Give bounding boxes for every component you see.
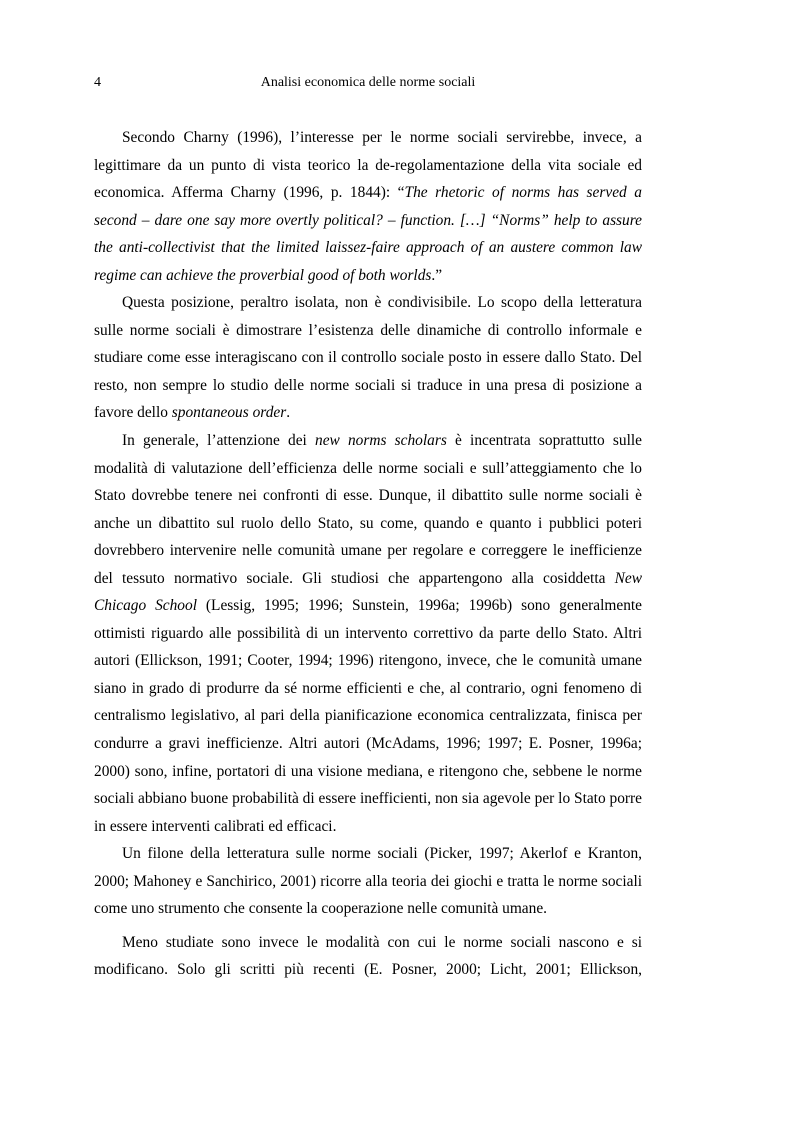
text-segment: In generale, l’attenzione dei bbox=[122, 432, 315, 450]
paragraph-origins bbox=[94, 929, 642, 984]
running-title: Analisi economica delle norme sociali bbox=[260, 75, 476, 90]
text-segment: Un filone della letteratura sulle norme sociali (Picker, 1997; Akerlof e Kranton, 2000; Mahoney e Sanchirico, 2001) ricorre alla teoria dei giochi e tratta le norme sociali come uno strumento che consente la cooperazione nelle comunità umane. bbox=[94, 845, 642, 918]
paragraph-charny-quote bbox=[94, 124, 642, 289]
paragraph-new-norms-scholars bbox=[94, 427, 642, 840]
italic-term: New Chicago School bbox=[94, 569, 642, 615]
text-segment: Meno studiate sono invece le modalità con cui le norme sociali nascono e si modificano. Solo gli scritti più recenti (E. Posner, 2000; Licht, 2001; Ellickson, bbox=[94, 933, 642, 979]
text-segment: (Lessig, 1995; 1996; Sunstein, 1996a; 1996b) sono generalmente ottimisti riguardo alle possibilità di un intervento correttivo da parte dello Stato. Altri autori (Ellickson, 1991; Cooter, 1994; 1996) ritengono, invece, che le comunità umane siano in grado di produrre da sé norme efficienti e che, al contrario, ogni fenomeno di centralismo legislativo, al pari della pianificazione economica centralizzata, finisca per condurre a gravi inefficienze. Altri autori (McAdams, 1996; 1997; E. Posner, 1996a; 2000) sono, infine, portatori di una visione mediana, e ritengono che, sebbene le norme sociali abbiano buone probabilità di essere inefficienti, non sia agevole per lo Stato porre in essere interventi calibrati ed efficaci. bbox=[94, 597, 643, 835]
italic-term: spontaneous order bbox=[171, 404, 287, 422]
italic-quote: The rhetoric of norms has served a second – dare one say more overtly political? – function. […] “Norms” help to assure the anti-collectivist that the limited laissez-faire approach of an austere common law regime can achieve the proverbial good of both worlds bbox=[94, 184, 642, 284]
text-segment: Secondo Charny (1996), l’interesse per le norme sociali servirebbe, invece, a legittimare da un punto di vista teorico la de-regolamentazione della vita sociale ed economica. Afferma Charny (1996, p. 1844): “ bbox=[94, 129, 642, 202]
text-segment: .” bbox=[431, 266, 443, 284]
paragraph-position bbox=[94, 289, 642, 427]
italic-term: new norms scholars bbox=[315, 432, 447, 450]
text-segment: è incentrata soprattutto sulle modalità di valutazione dell’efficienza delle norme sociali e sull’atteggiamento che lo Stato dovrebbe tenere nei confronti di esse. Dunque, il dibattito sulle norme sociali è anche un dibattito sul ruolo dello Stato, su come, quando e quanto i pubblici poteri dovrebbero intervenire nelle comunità umane per regolare e correggere le inefficienze del tessuto normativo sociale. Gli studiosi che appartengono alla cosiddetta bbox=[94, 432, 642, 587]
text-segment: Questa posizione, peraltro isolata, non è condivisibile. Lo scopo della letteratura sulle norme sociali è dimostrare l’esistenza delle dinamiche di controllo informale e studiare come esse interagiscano con il controllo sociale posto in essere dallo Stato. Del resto, non sempre lo studio delle norme sociali si traduce in una presa di posizione a favore dello bbox=[94, 294, 642, 422]
text-segment: . bbox=[286, 404, 291, 422]
paragraph-game-theory bbox=[94, 840, 642, 923]
body-text bbox=[94, 124, 642, 984]
page-number: 4 bbox=[94, 75, 101, 90]
page-header bbox=[94, 75, 642, 97]
